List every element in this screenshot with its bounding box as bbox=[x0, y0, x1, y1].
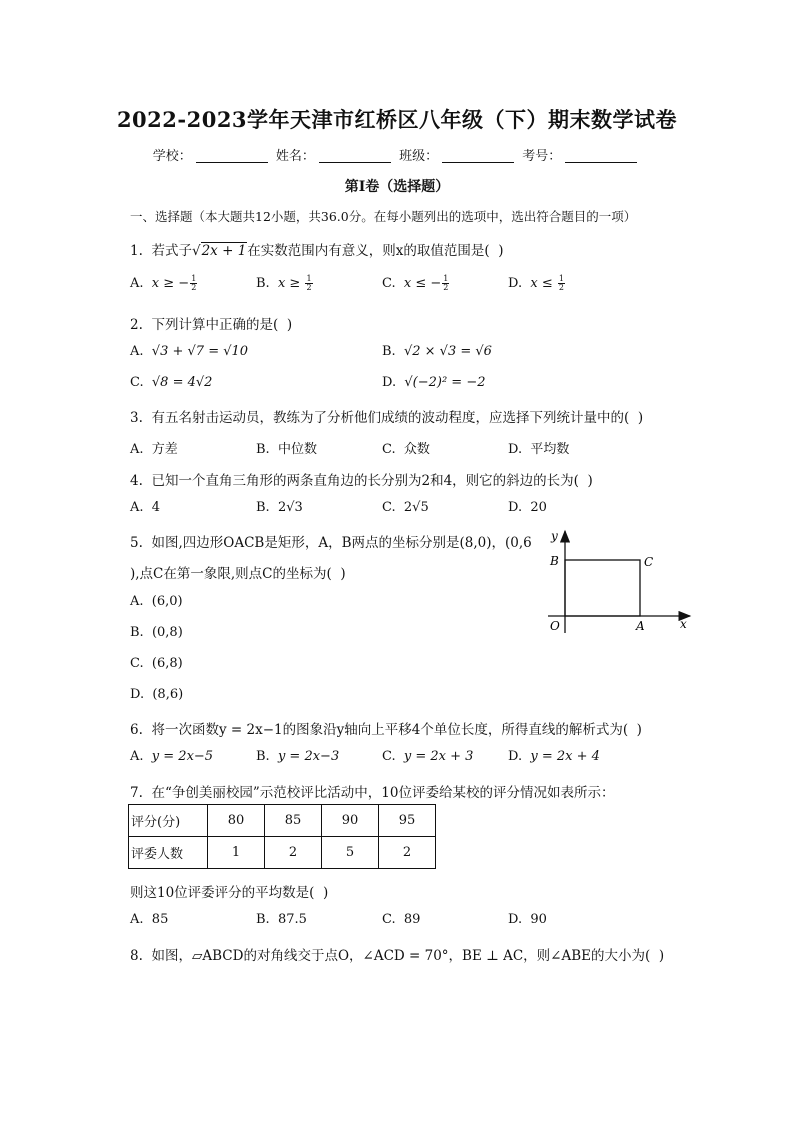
school-label: 学校： bbox=[152, 149, 192, 164]
option-text: 89 bbox=[403, 912, 421, 927]
option-c[interactable] bbox=[382, 749, 473, 764]
option-text: 90 bbox=[530, 912, 547, 927]
option-label: D. bbox=[508, 500, 523, 515]
option-text: (0,8) bbox=[151, 625, 183, 640]
numerator: 1 bbox=[443, 274, 449, 283]
section-title: 第I卷（选择题） bbox=[344, 179, 450, 195]
exam-title: 2022-2023学年天津市红桥区八年级（下）期末数学试卷 bbox=[116, 107, 678, 132]
question-number: 5. bbox=[130, 535, 143, 551]
option-c[interactable] bbox=[382, 500, 429, 515]
option-text: (8,6) bbox=[152, 687, 184, 702]
option-text: 2√5 bbox=[403, 500, 429, 515]
exam-no-label: 考号： bbox=[522, 149, 562, 164]
question-text: 有五名射击运动员，教练为了分析他们成绩的波动程度，应选择下列统计量中的( ) bbox=[151, 410, 644, 426]
option-text: y = 2x + 3 bbox=[403, 749, 474, 764]
fraction bbox=[190, 275, 197, 292]
option-text: 2√3 bbox=[277, 500, 303, 515]
option-label: B. bbox=[256, 442, 270, 457]
table-header-cell: 评分(分) bbox=[129, 805, 208, 837]
option-b[interactable] bbox=[256, 438, 317, 457]
option-c[interactable] bbox=[382, 275, 449, 292]
question-text: 在“争创美丽校园”示范校评比活动中，10位评委给某校的评分情况如表所示： bbox=[151, 785, 615, 801]
denominator: 2 bbox=[558, 283, 564, 292]
question-text: 下列计算中正确的是( ) bbox=[151, 317, 293, 333]
option-label: A. bbox=[130, 344, 144, 359]
numerator: 1 bbox=[558, 274, 564, 283]
option-label: B. bbox=[256, 749, 270, 764]
question-text: 如图,四边形OACB是矩形，A，B两点的坐标分别是(8,0)，(0,6 bbox=[151, 535, 532, 551]
student-info-line bbox=[0, 145, 794, 164]
name-label: 姓名： bbox=[275, 149, 315, 164]
question-7-stem bbox=[130, 781, 614, 801]
question-2-stem bbox=[130, 313, 292, 333]
rectangle bbox=[565, 560, 640, 616]
school-blank[interactable] bbox=[196, 162, 268, 163]
option-label: D. bbox=[508, 749, 523, 764]
y-axis-label: y bbox=[551, 529, 558, 543]
option-text: 87.5 bbox=[277, 912, 307, 927]
option-a[interactable] bbox=[130, 438, 178, 457]
option-b[interactable] bbox=[382, 344, 492, 359]
option-label: D. bbox=[508, 276, 523, 291]
question-3-stem bbox=[130, 406, 643, 426]
question-number: 6. bbox=[130, 722, 143, 738]
option-d[interactable] bbox=[382, 375, 485, 390]
score-table bbox=[128, 804, 436, 869]
option-text: (6,0) bbox=[151, 594, 183, 609]
option-label: B. bbox=[130, 625, 144, 640]
option-c[interactable] bbox=[382, 438, 430, 457]
option-d[interactable] bbox=[508, 500, 547, 515]
option-text: 中位数 bbox=[277, 442, 317, 457]
option-b[interactable] bbox=[256, 749, 339, 764]
option-text: 85 bbox=[151, 912, 169, 927]
question-text: 将一次函数y = 2x−1的图象沿y轴向上平移4个单位长度，所得直线的解析式为( ) bbox=[151, 722, 642, 738]
option-d[interactable] bbox=[508, 749, 600, 764]
option-c[interactable] bbox=[130, 656, 183, 671]
option-text: √2 × √3 = √6 bbox=[403, 344, 492, 359]
question-text: 在实数范围内有意义，则x的取值范围是( ) bbox=[247, 243, 504, 259]
option-text: 方差 bbox=[151, 442, 178, 457]
name-blank[interactable] bbox=[319, 162, 391, 163]
option-text: 4 bbox=[151, 500, 161, 515]
option-label: C. bbox=[382, 276, 396, 291]
option-b[interactable] bbox=[256, 500, 303, 515]
option-b[interactable] bbox=[256, 275, 313, 292]
option-label: A. bbox=[130, 442, 144, 457]
option-a[interactable] bbox=[130, 594, 183, 609]
question-5-stem-line2: ),点C在第一象限,则点C的坐标为( ) bbox=[130, 566, 346, 582]
option-label: B. bbox=[256, 912, 270, 927]
question-number: 7. bbox=[130, 785, 143, 801]
option-label: B. bbox=[256, 276, 270, 291]
question-text: 若式子 bbox=[151, 243, 192, 259]
option-text: (6,8) bbox=[151, 656, 183, 671]
option-d[interactable] bbox=[508, 275, 565, 292]
denominator: 2 bbox=[306, 283, 312, 292]
question-number: 2. bbox=[130, 317, 143, 333]
option-a[interactable] bbox=[130, 912, 168, 927]
option-a[interactable] bbox=[130, 344, 248, 359]
option-c[interactable] bbox=[130, 375, 212, 390]
option-label: C. bbox=[382, 442, 396, 457]
option-label: A. bbox=[130, 912, 144, 927]
question-8-stem bbox=[130, 944, 664, 964]
option-label: D. bbox=[508, 912, 523, 927]
x-axis-label: x bbox=[680, 617, 687, 631]
table-cell: 85 bbox=[265, 805, 322, 837]
option-label: A. bbox=[130, 276, 144, 291]
option-d[interactable] bbox=[508, 912, 547, 927]
class-blank[interactable] bbox=[442, 162, 514, 163]
question-4-stem bbox=[130, 469, 593, 489]
question-number: 1. bbox=[130, 243, 143, 259]
option-label: A. bbox=[130, 594, 144, 609]
option-b[interactable] bbox=[256, 912, 307, 927]
fraction bbox=[442, 275, 449, 292]
option-text: x ≥ bbox=[277, 276, 305, 291]
option-label: C. bbox=[130, 656, 144, 671]
option-text: √(−2)² = −2 bbox=[404, 375, 486, 390]
fraction bbox=[305, 275, 312, 292]
option-text: y = 2x−3 bbox=[277, 749, 340, 764]
fraction bbox=[558, 275, 565, 292]
option-label: B. bbox=[256, 500, 270, 515]
question-6-stem bbox=[130, 718, 642, 738]
question-1-stem bbox=[130, 239, 504, 259]
question-number: 3. bbox=[130, 410, 143, 426]
option-text: y = 2x−5 bbox=[151, 749, 214, 764]
point-a-label: A bbox=[636, 619, 645, 633]
part-heading: 一、选择题（本大题共12小题，共36.0分。在每小题列出的选项中，选出符合题目的一项） bbox=[130, 209, 637, 224]
option-d[interactable] bbox=[130, 687, 183, 702]
table-row bbox=[129, 837, 436, 869]
question-text: 如图，▱ABCD的对角线交于点O，∠ACD = 70°，BE ⊥ AC，则∠ABE的大小为( ) bbox=[151, 948, 665, 964]
numerator: 1 bbox=[306, 274, 312, 283]
option-text: x ≤ bbox=[530, 276, 557, 291]
option-label: C. bbox=[382, 500, 396, 515]
option-text: 20 bbox=[530, 500, 547, 515]
option-a[interactable] bbox=[130, 500, 160, 515]
table-cell: 2 bbox=[379, 837, 436, 869]
table-cell: 95 bbox=[379, 805, 436, 837]
sqrt-symbol: √ bbox=[191, 243, 201, 259]
question-7-stem-after: 则这10位评委评分的平均数是( ) bbox=[130, 885, 329, 901]
option-label: C. bbox=[130, 375, 144, 390]
option-d[interactable] bbox=[508, 438, 569, 457]
radicand: 2x + 1 bbox=[201, 243, 247, 259]
option-label: A. bbox=[130, 500, 144, 515]
option-text: 众数 bbox=[403, 442, 430, 457]
option-text: x ≥ − bbox=[151, 276, 190, 291]
option-label: C. bbox=[382, 912, 396, 927]
numerator: 1 bbox=[191, 274, 197, 283]
option-label: A. bbox=[130, 749, 144, 764]
question-number: 8. bbox=[130, 948, 143, 964]
option-b[interactable] bbox=[130, 625, 183, 640]
table-cell: 2 bbox=[265, 837, 322, 869]
point-b-label: B bbox=[550, 554, 559, 568]
option-text: 平均数 bbox=[530, 442, 570, 457]
question-number: 4. bbox=[130, 473, 143, 489]
question-5-stem-line1 bbox=[130, 531, 532, 551]
option-text: √3 + √7 = √10 bbox=[151, 344, 249, 359]
option-text: √8 = 4√2 bbox=[151, 375, 213, 390]
option-c[interactable] bbox=[382, 912, 420, 927]
table-cell: 1 bbox=[208, 837, 265, 869]
option-label: B. bbox=[382, 344, 396, 359]
denominator: 2 bbox=[443, 283, 449, 292]
table-row bbox=[129, 805, 436, 837]
exam-no-blank[interactable] bbox=[565, 162, 637, 163]
table-cell: 80 bbox=[208, 805, 265, 837]
question-text: 已知一个直角三角形的两条直角边的长分别为2和4，则它的斜边的长为( ) bbox=[151, 473, 593, 489]
option-a[interactable] bbox=[130, 749, 213, 764]
option-label: C. bbox=[382, 749, 396, 764]
table-cell: 5 bbox=[322, 837, 379, 869]
option-label: D. bbox=[130, 687, 145, 702]
option-text: y = 2x + 4 bbox=[530, 749, 600, 764]
rectangle-oacb-figure bbox=[540, 525, 700, 640]
option-text: x ≤ − bbox=[403, 276, 442, 291]
table-header-cell: 评委人数 bbox=[129, 837, 208, 869]
option-label: D. bbox=[508, 442, 523, 457]
class-label: 班级： bbox=[399, 149, 439, 164]
point-o-label: O bbox=[550, 619, 560, 633]
denominator: 2 bbox=[191, 283, 197, 292]
option-label: D. bbox=[382, 375, 397, 390]
point-c-label: C bbox=[644, 555, 654, 569]
option-a[interactable] bbox=[130, 275, 197, 292]
table-cell: 90 bbox=[322, 805, 379, 837]
